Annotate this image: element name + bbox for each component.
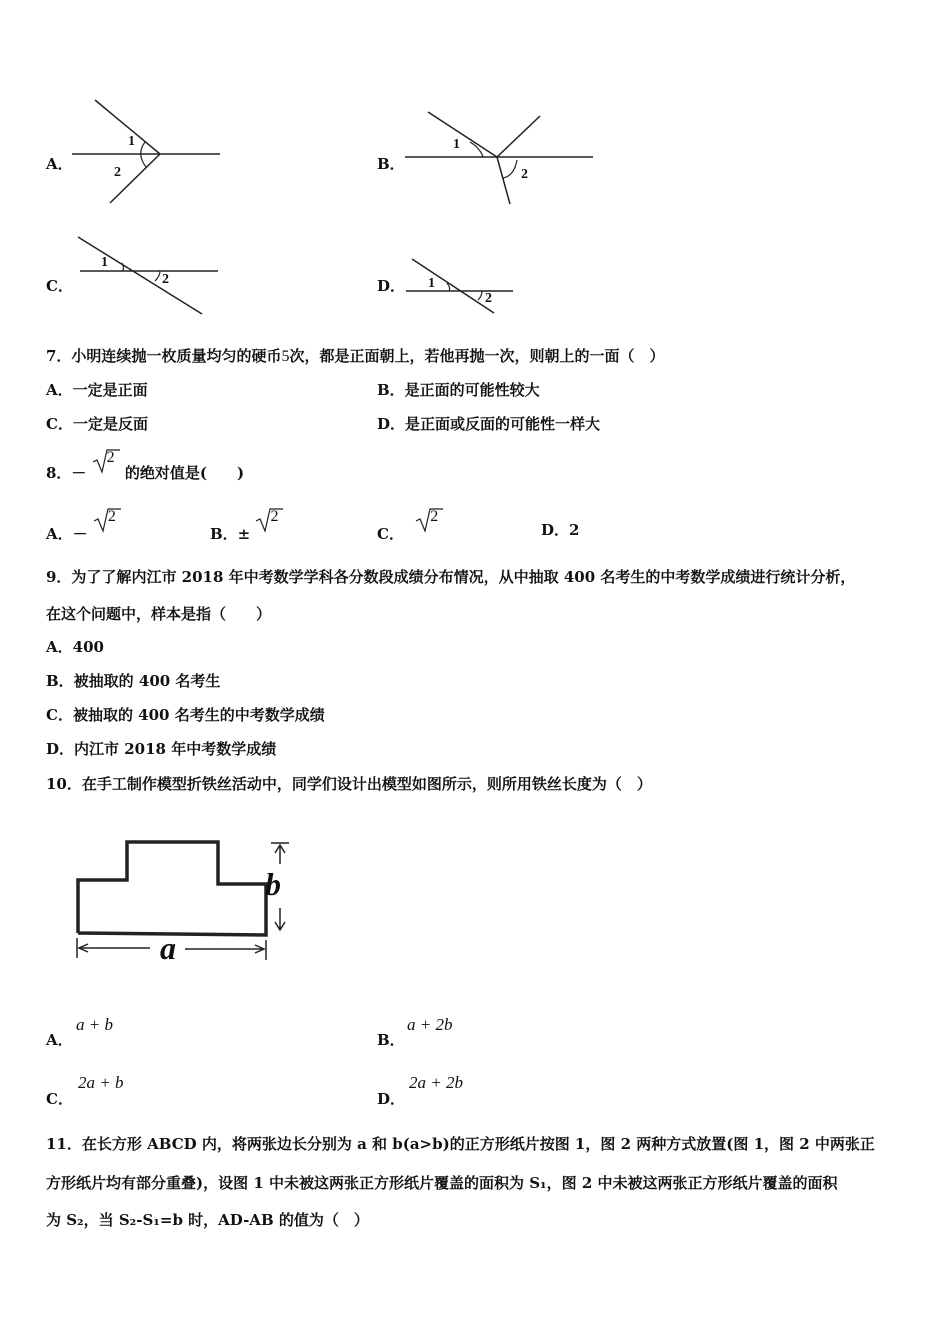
angle-2-label: 2: [162, 272, 169, 287]
option-letter: D．: [377, 1090, 406, 1108]
option-expression: 2a + 2b: [409, 1073, 463, 1092]
q9-option-a[interactable]: A．400: [46, 638, 104, 656]
option-letter: D．: [377, 277, 406, 295]
q11-stem-line3: 为 S₂，当 S₂-S₁=b 时，AD-AB 的值为（ ）: [46, 1211, 369, 1229]
q10-stem: 10．在手工制作模型折铁丝活动中，同学们设计出模型如图所示，则所用铁丝长度为（ ）: [46, 775, 652, 793]
option-letter: B．: [377, 155, 405, 173]
q7-stem-number: 5: [281, 348, 290, 365]
radicand: 2: [107, 508, 116, 525]
q7-stem-a: 7．小明连续抛一枚质量均匀的硬币: [46, 347, 282, 365]
q8-option-d[interactable]: D．2: [541, 521, 580, 539]
q7-option-a[interactable]: A．一定是正面: [46, 381, 148, 399]
option-expression: 2a + b: [78, 1073, 124, 1092]
dimension-a-label: a: [160, 930, 176, 966]
q8-stem-pre: 8．－: [46, 464, 87, 482]
angle-2-label: 2: [521, 167, 528, 182]
radicand: 2: [106, 449, 115, 466]
option-expression: a + b: [76, 1015, 113, 1034]
option-letter: A．: [46, 1031, 73, 1049]
q7-option-b[interactable]: B．是正面的可能性较大: [377, 381, 540, 399]
q8-stem-post: 的绝对值是( ): [124, 464, 245, 482]
angle-1-label: 1: [428, 276, 435, 291]
option-letter: B．: [377, 1031, 405, 1049]
option-letter: C．: [46, 1090, 73, 1108]
q11-stem-line2: 方形纸片均有部分重叠)，设图 1 中未被这两张正方形纸片覆盖的面积为 S₁，图 2 中未被这两张正方形纸片覆盖的面积: [46, 1174, 838, 1192]
radicand: 2: [270, 508, 279, 525]
option-label: A．－: [46, 525, 88, 543]
q7-stem-b: 次，都是正面朝上，若他再抛一次，则朝上的一面（ ）: [289, 347, 665, 365]
option-expression: a + 2b: [407, 1015, 453, 1034]
option-label: C．: [377, 525, 404, 543]
option-label: B．±: [210, 525, 251, 543]
option-letter: A．: [46, 155, 73, 173]
dimension-b-label: b: [265, 866, 281, 902]
q7-option-d[interactable]: D．是正面或反面的可能性一样大: [377, 415, 601, 433]
angle-1-label: 1: [453, 137, 460, 152]
q9-stem-line1: 9．为了了解内江市 2018 年中考数学学科各分数段成绩分布情况，从中抽取 400 名考生的中考数学成绩进行统计分析，: [46, 568, 856, 586]
angle-2-label: 2: [485, 291, 492, 306]
q11-stem-line1: 11．在长方形 ABCD 内，将两张边长分别为 a 和 b(a>b)的正方形纸片按图 1，图 2 两种方式放置(图 1，图 2 中两张正: [46, 1135, 875, 1153]
angle-1-label: 1: [128, 134, 135, 149]
angle-2-label: 2: [114, 165, 121, 180]
q9-stem-line2: 在这个问题中，样本是指（ ）: [46, 605, 272, 623]
q9-option-b[interactable]: B．被抽取的 400 名考生: [46, 672, 221, 690]
q7-option-c[interactable]: C．一定是反面: [46, 415, 148, 433]
radicand: 2: [430, 508, 439, 525]
q9-option-c[interactable]: C．被抽取的 400 名考生的中考数学成绩: [46, 706, 325, 724]
option-letter: C．: [46, 277, 73, 295]
angle-1-label: 1: [101, 255, 108, 270]
q9-option-d[interactable]: D．内江市 2018 年中考数学成绩: [46, 740, 277, 758]
